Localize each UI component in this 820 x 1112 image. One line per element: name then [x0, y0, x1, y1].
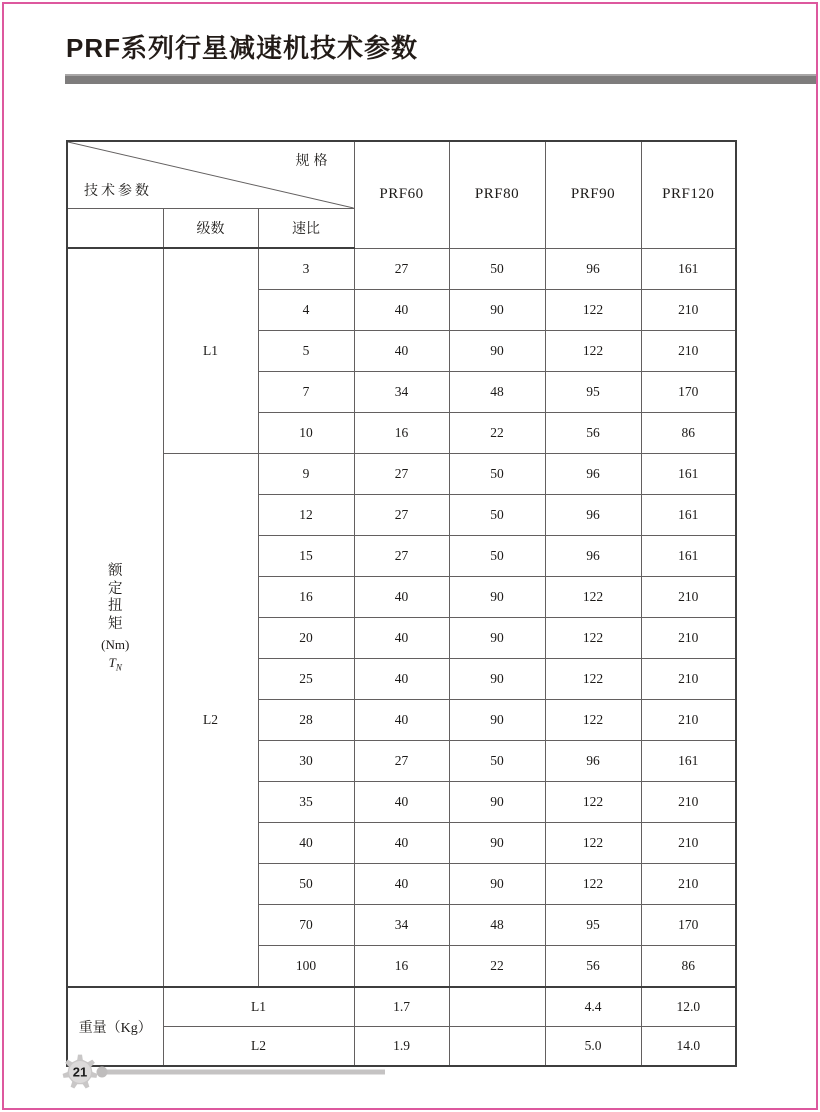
- torque-value-cell: 50: [449, 741, 545, 782]
- ratio-cell: 5: [258, 331, 354, 372]
- torque-value-cell: 34: [354, 905, 449, 946]
- weight-value-cell: 1.9: [354, 1027, 449, 1067]
- footer-decoration: [0, 1048, 460, 1098]
- torque-value-cell: 48: [449, 905, 545, 946]
- col-header-prf80: PRF80: [449, 141, 545, 248]
- torque-value-cell: 95: [545, 372, 641, 413]
- torque-value-cell: 27: [354, 248, 449, 290]
- header-row-1: [67, 141, 736, 209]
- torque-value-cell: 86: [641, 413, 736, 454]
- torque-value-cell: 122: [545, 864, 641, 905]
- torque-value-cell: 50: [449, 248, 545, 290]
- weight-value-cell: 14.0: [641, 1027, 736, 1067]
- torque-value-cell: 27: [354, 495, 449, 536]
- subheader-ratio: 速比: [258, 209, 354, 249]
- torque-value-cell: 34: [354, 372, 449, 413]
- weight-stage-cell: L2: [163, 1027, 354, 1067]
- torque-value-cell: 210: [641, 331, 736, 372]
- ratio-cell: 28: [258, 700, 354, 741]
- torque-unit-label: (Nm): [101, 636, 130, 652]
- torque-value-cell: 40: [354, 700, 449, 741]
- torque-value-cell: 161: [641, 454, 736, 495]
- spec-table: [66, 140, 737, 1067]
- torque-value-cell: 86: [641, 946, 736, 988]
- page-title: PRF系列行星减速机技术参数: [66, 33, 419, 63]
- torque-value-cell: 122: [545, 700, 641, 741]
- torque-value-cell: 56: [545, 946, 641, 988]
- torque-value-cell: 122: [545, 782, 641, 823]
- footer-connector-dot: [97, 1067, 108, 1078]
- page-footer: [0, 1048, 460, 1098]
- torque-value-cell: 90: [449, 331, 545, 372]
- torque-value-cell: 96: [545, 454, 641, 495]
- weight-value-cell: [449, 1027, 545, 1067]
- torque-value-cell: 50: [449, 495, 545, 536]
- torque-value-cell: 90: [449, 700, 545, 741]
- torque-symbol: T: [108, 654, 116, 670]
- torque-value-cell: 210: [641, 290, 736, 331]
- torque-value-cell: 170: [641, 905, 736, 946]
- torque-value-cell: 90: [449, 290, 545, 331]
- torque-label-vertical-text: 额定扭矩: [108, 562, 123, 632]
- ratio-cell: 9: [258, 454, 354, 495]
- torque-value-cell: 90: [449, 577, 545, 618]
- torque-value-cell: 40: [354, 823, 449, 864]
- torque-value-cell: 90: [449, 782, 545, 823]
- torque-value-cell: 40: [354, 864, 449, 905]
- torque-value-cell: 210: [641, 659, 736, 700]
- ratio-cell: 15: [258, 536, 354, 577]
- torque-value-cell: 122: [545, 577, 641, 618]
- torque-value-cell: 122: [545, 659, 641, 700]
- torque-row: [67, 454, 736, 495]
- torque-value-cell: 210: [641, 577, 736, 618]
- subheader-stage: 级数: [163, 209, 258, 249]
- torque-value-cell: 96: [545, 495, 641, 536]
- torque-symbol-subscript: N: [115, 662, 122, 673]
- col-header-prf90: PRF90: [545, 141, 641, 248]
- torque-value-cell: 22: [449, 413, 545, 454]
- torque-value-cell: 90: [449, 618, 545, 659]
- ratio-cell: 10: [258, 413, 354, 454]
- torque-value-cell: 48: [449, 372, 545, 413]
- weight-value-cell: 1.7: [354, 987, 449, 1027]
- torque-value-cell: 96: [545, 248, 641, 290]
- weight-value-cell: 4.4: [545, 987, 641, 1027]
- torque-value-cell: 40: [354, 577, 449, 618]
- empty-header-cell: [67, 209, 163, 249]
- col-header-prf60: PRF60: [354, 141, 449, 248]
- torque-value-cell: 122: [545, 618, 641, 659]
- torque-value-cell: 96: [545, 741, 641, 782]
- weight-row: [67, 987, 736, 1027]
- torque-value-cell: 170: [641, 372, 736, 413]
- weight-value-cell: 5.0: [545, 1027, 641, 1067]
- torque-value-cell: 40: [354, 618, 449, 659]
- stage-cell-l1: L1: [163, 248, 258, 454]
- torque-value-cell: 90: [449, 864, 545, 905]
- weight-value-cell: 12.0: [641, 987, 736, 1027]
- ratio-cell: 30: [258, 741, 354, 782]
- ratio-cell: 20: [258, 618, 354, 659]
- page-number-badge: 21: [72, 1064, 88, 1080]
- torque-value-cell: 161: [641, 248, 736, 290]
- torque-value-cell: 40: [354, 659, 449, 700]
- weight-value-cell: [449, 987, 545, 1027]
- torque-row: [67, 248, 736, 290]
- torque-value-cell: 210: [641, 700, 736, 741]
- torque-value-cell: 122: [545, 331, 641, 372]
- torque-value-cell: 161: [641, 495, 736, 536]
- ratio-cell: 16: [258, 577, 354, 618]
- torque-value-cell: 50: [449, 454, 545, 495]
- ratio-cell: 4: [258, 290, 354, 331]
- torque-value-cell: 95: [545, 905, 641, 946]
- ratio-cell: 50: [258, 864, 354, 905]
- ratio-cell: 25: [258, 659, 354, 700]
- ratio-cell: 35: [258, 782, 354, 823]
- torque-value-cell: 161: [641, 536, 736, 577]
- weight-axis-label: 重量（Kg）: [67, 987, 163, 1066]
- torque-symbol-label: [68, 655, 163, 673]
- torque-value-cell: 161: [641, 741, 736, 782]
- title-underline-bar: [65, 74, 816, 84]
- torque-value-cell: 27: [354, 536, 449, 577]
- torque-value-cell: 210: [641, 618, 736, 659]
- ratio-cell: 100: [258, 946, 354, 988]
- torque-value-cell: 40: [354, 782, 449, 823]
- torque-value-cell: 27: [354, 741, 449, 782]
- torque-value-cell: 90: [449, 659, 545, 700]
- footer-rule-line: [104, 1070, 385, 1075]
- weight-stage-cell: L1: [163, 987, 354, 1027]
- torque-value-cell: 122: [545, 290, 641, 331]
- ratio-cell: 70: [258, 905, 354, 946]
- torque-value-cell: 16: [354, 946, 449, 988]
- torque-value-cell: 210: [641, 864, 736, 905]
- torque-value-cell: 27: [354, 454, 449, 495]
- torque-axis-label: [67, 248, 163, 987]
- ratio-cell: 3: [258, 248, 354, 290]
- torque-value-cell: 22: [449, 946, 545, 988]
- stage-cell-l2: L2: [163, 454, 258, 988]
- torque-value-cell: 40: [354, 331, 449, 372]
- ratio-cell: 40: [258, 823, 354, 864]
- torque-value-cell: 90: [449, 823, 545, 864]
- corner-label-tech-params: 技术参数: [84, 184, 152, 199]
- torque-value-cell: 56: [545, 413, 641, 454]
- torque-value-cell: 40: [354, 290, 449, 331]
- ratio-cell: 7: [258, 372, 354, 413]
- torque-value-cell: 122: [545, 823, 641, 864]
- col-header-prf120: PRF120: [641, 141, 736, 248]
- torque-value-cell: 210: [641, 782, 736, 823]
- corner-label-spec: 规格: [295, 154, 332, 169]
- torque-value-cell: 50: [449, 536, 545, 577]
- ratio-cell: 12: [258, 495, 354, 536]
- diagonal-header-cell: [67, 141, 354, 209]
- torque-value-cell: 210: [641, 823, 736, 864]
- torque-value-cell: 16: [354, 413, 449, 454]
- torque-value-cell: 96: [545, 536, 641, 577]
